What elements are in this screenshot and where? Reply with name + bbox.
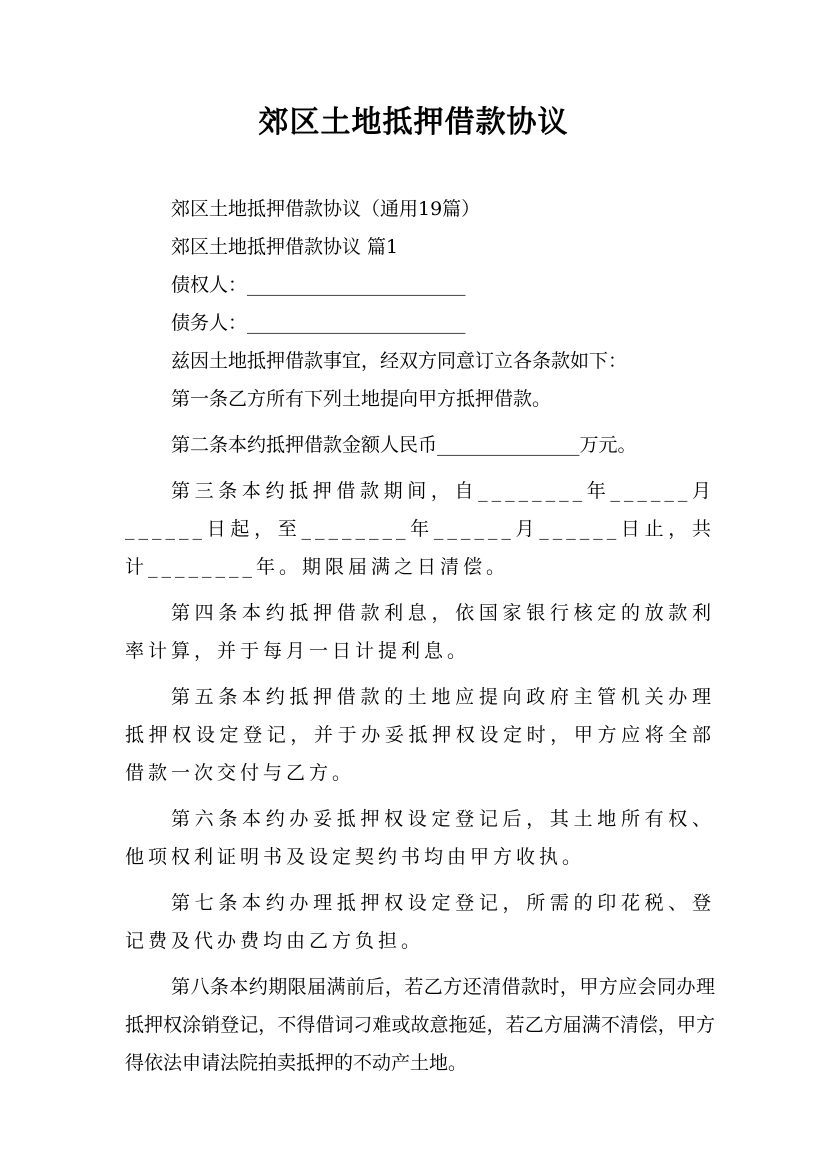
- paragraph-clause-8: 第八条本约期限届满前后，若乙方还清借款时，甲方应会同办理抵押权涂销登记，不得借词刁难或故意拖延，若乙方届满不清偿，甲方得依法申请法院拍卖抵押的不动产土地。: [125, 976, 715, 1074]
- paragraph-clause-1: 第一条乙方所有下列土地提向甲方抵押借款。: [171, 388, 552, 410]
- document-title: 郊区土地抵押借款协议: [258, 105, 569, 140]
- paragraph-clause-7: 第七条本约办理抵押权设定登记，所需的印花税、登记费及代办费均由乙方负担。: [125, 892, 715, 952]
- paragraph-debtor-line: 债务人：_______________________: [171, 312, 466, 334]
- document-body: [125, 190, 715, 1082]
- paragraph-clause-2: 第二条本约抵押借款金额人民币_______________万元。: [171, 434, 637, 456]
- paragraph-preamble: 兹因土地抵押借款事宜，经双方同意订立各条款如下：: [171, 350, 628, 372]
- paragraph-article-heading: 郊区土地抵押借款协议 篇1: [171, 236, 399, 258]
- paragraph-clause-6: 第六条本约办妥抵押权设定登记后，其土地所有权、他项权利证明书及设定契约书均由甲方收执。: [125, 808, 715, 868]
- paragraph-clause-5: 第五条本约抵押借款的土地应提向政府主管机关办理抵押权设定登记，并于办妥抵押权设定时，甲方应将全部借款一次交付与乙方。: [125, 686, 715, 784]
- paragraph-clause-3: 第三条本约抵押借款期间，自________年______月______日起，至________年______月______日止，共计________年。期限届满之日清偿。: [125, 480, 715, 578]
- paragraph-clause-4: 第四条本约抵押借款利息，依国家银行核定的放款利率计算，并于每月一日计提利息。: [125, 602, 715, 662]
- paragraph-creditor-line: 债权人：_______________________: [171, 274, 466, 296]
- paragraph-collection-title: 郊区土地抵押借款协议（通用19篇）: [171, 198, 481, 220]
